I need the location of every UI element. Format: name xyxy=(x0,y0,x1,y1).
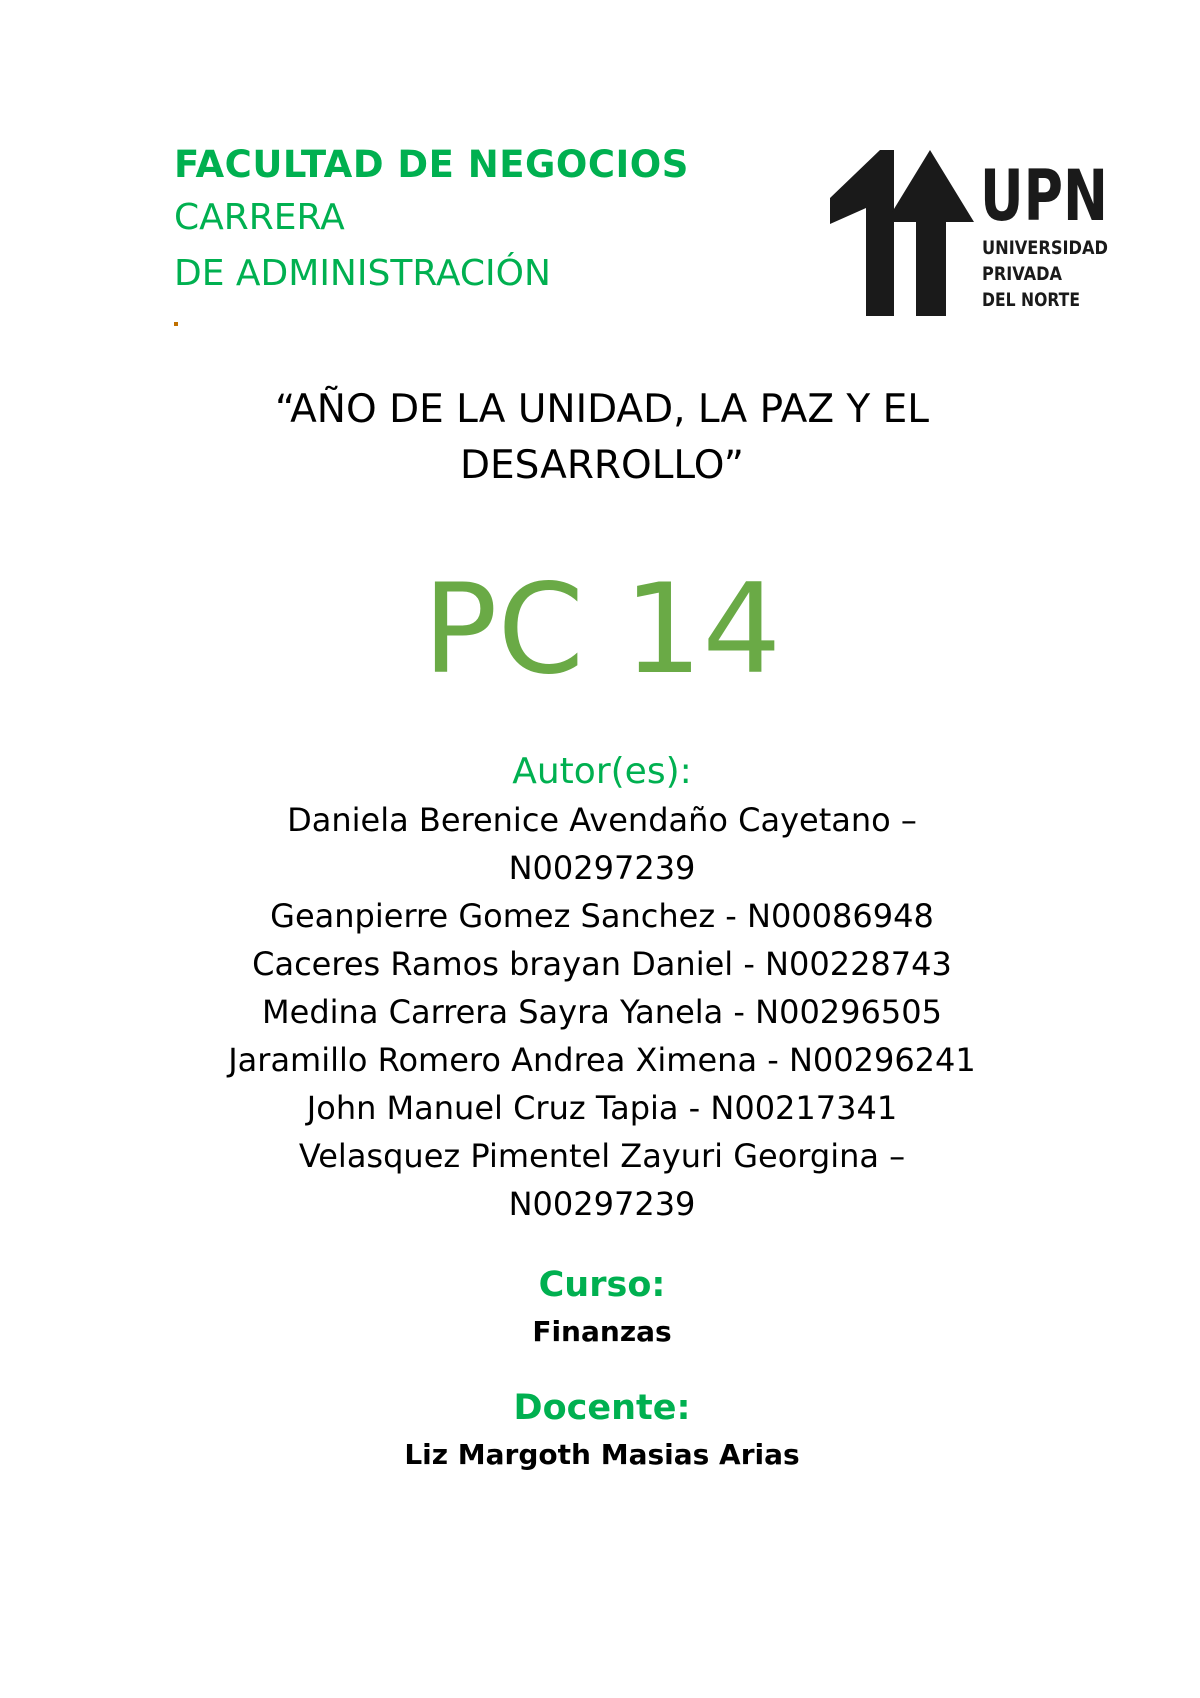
authors-heading: Autor(es): xyxy=(512,751,692,792)
faculty-title: FACULTAD DE NEGOCIOS xyxy=(174,143,689,186)
author-line: Velasquez Pimentel Zayuri Georgina – xyxy=(298,1137,906,1175)
author-line: N00297239 xyxy=(508,1185,696,1223)
career-label: CARRERA xyxy=(174,197,345,238)
motto-line-2: DESARROLLO” xyxy=(459,443,744,488)
teacher-label: Docente: xyxy=(513,1388,691,1428)
year-motto xyxy=(120,382,1084,494)
course-name: Finanzas xyxy=(532,1315,672,1348)
course-label: Curso: xyxy=(538,1265,666,1305)
author-line: Medina Carrera Sayra Yanela - N00296505 xyxy=(262,993,942,1031)
assignment-code: PC 14 xyxy=(422,558,782,702)
logo-one-shape xyxy=(830,150,894,316)
author-line: John Manuel Cruz Tapia - N00217341 xyxy=(306,1089,898,1127)
author-line: Caceres Ramos brayan Daniel - N00228743 xyxy=(252,945,952,983)
author-line: Daniela Berenice Avendaño Cayetano – xyxy=(287,801,917,839)
career-name: DE ADMINISTRACIÓN xyxy=(174,253,551,294)
logo-line-2: PRIVADA xyxy=(982,263,1063,285)
authors-section xyxy=(120,748,1084,1228)
logo-arrow-shape xyxy=(886,150,974,316)
author-line: Jaramillo Romero Andrea Ximena - N00296241 xyxy=(228,1041,976,1079)
teacher-name: Liz Margoth Masias Arias xyxy=(404,1438,800,1471)
teacher-section xyxy=(120,1385,1084,1477)
decorative-dot xyxy=(174,322,178,326)
upn-logo xyxy=(830,150,1110,316)
author-line: N00297239 xyxy=(508,849,696,887)
course-section xyxy=(120,1262,1084,1354)
logo-acronym: UPN xyxy=(980,155,1108,237)
author-line: Geanpierre Gomez Sanchez - N00086948 xyxy=(270,897,934,935)
logo-line-1: UNIVERSIDAD xyxy=(982,237,1108,259)
faculty-header xyxy=(174,140,794,302)
logo-line-3: DEL NORTE xyxy=(982,289,1080,311)
motto-line-1: “AÑO DE LA UNIDAD, LA PAZ Y EL xyxy=(274,387,930,432)
